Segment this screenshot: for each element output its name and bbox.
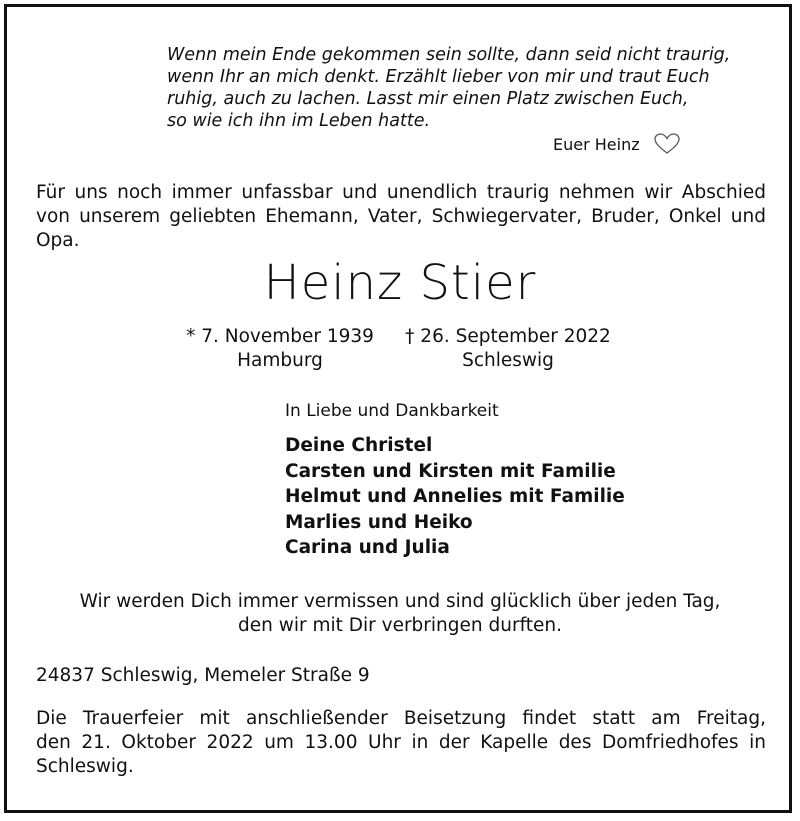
mourners-heading: In Liebe und Dankbarkeit xyxy=(285,401,499,421)
mourner-name: Deine Christel xyxy=(285,435,433,456)
heart-outline-icon xyxy=(654,133,680,155)
death-place: Schleswig xyxy=(462,350,554,371)
address: 24837 Schleswig, Memeler Straße 9 xyxy=(36,665,370,686)
poem xyxy=(167,44,767,132)
death-info xyxy=(398,325,618,373)
mourner-name: Helmut und Annelies mit Familie xyxy=(285,486,625,507)
closing-text xyxy=(0,590,800,638)
funeral-line: den 21. Oktober 2022 um 13.00 Uhr in der Kapelle des Domfriedhofes in xyxy=(36,732,766,753)
intro-line: von unserem geliebten Ehemann, Vater, Schwiegervater, Bruder, Onkel und xyxy=(36,206,766,227)
poem-line: so wie ich ihn im Leben hatte. xyxy=(167,111,431,131)
birth-date: * 7. November 1939 xyxy=(186,326,374,347)
mourners-list xyxy=(285,433,625,561)
mourner-name: Carsten und Kirsten mit Familie xyxy=(285,460,616,482)
funeral-info xyxy=(36,707,766,779)
signoff-text: Euer Heinz xyxy=(553,134,640,154)
poem-signoff xyxy=(553,133,680,155)
funeral-line: Schleswig. xyxy=(36,756,134,777)
closing-line: Wir werden Dich immer vermissen und sind glücklich über jeden Tag, xyxy=(79,591,721,612)
intro-text xyxy=(36,181,766,253)
mourner-name: Carina und Julia xyxy=(285,537,450,558)
funeral-line: Die Trauerfeier mit anschließender Beisetzung findet statt am Freitag, xyxy=(36,708,766,729)
poem-line: Wenn mein Ende gekommen sein sollte, dann seid nicht traurig, xyxy=(167,45,731,65)
death-date: † 26. September 2022 xyxy=(405,326,611,347)
poem-line: ruhig, auch zu lachen. Lasst mir einen Platz zwischen Euch, xyxy=(167,89,689,109)
closing-line: den wir mit Dir verbringen durften. xyxy=(237,615,563,636)
poem-line: wenn Ihr an mich denkt. Erzählt lieber von mir und traut Euch xyxy=(167,67,710,87)
deceased-name: Heinz Stier xyxy=(263,255,537,311)
birth-info xyxy=(180,325,380,373)
mourner-name: Marlies und Heiko xyxy=(285,511,473,533)
intro-line: Opa. xyxy=(36,230,80,251)
intro-line: Für uns noch immer unfassbar und unendlich traurig nehmen wir Abschied xyxy=(36,182,766,203)
birth-place: Hamburg xyxy=(237,350,323,371)
